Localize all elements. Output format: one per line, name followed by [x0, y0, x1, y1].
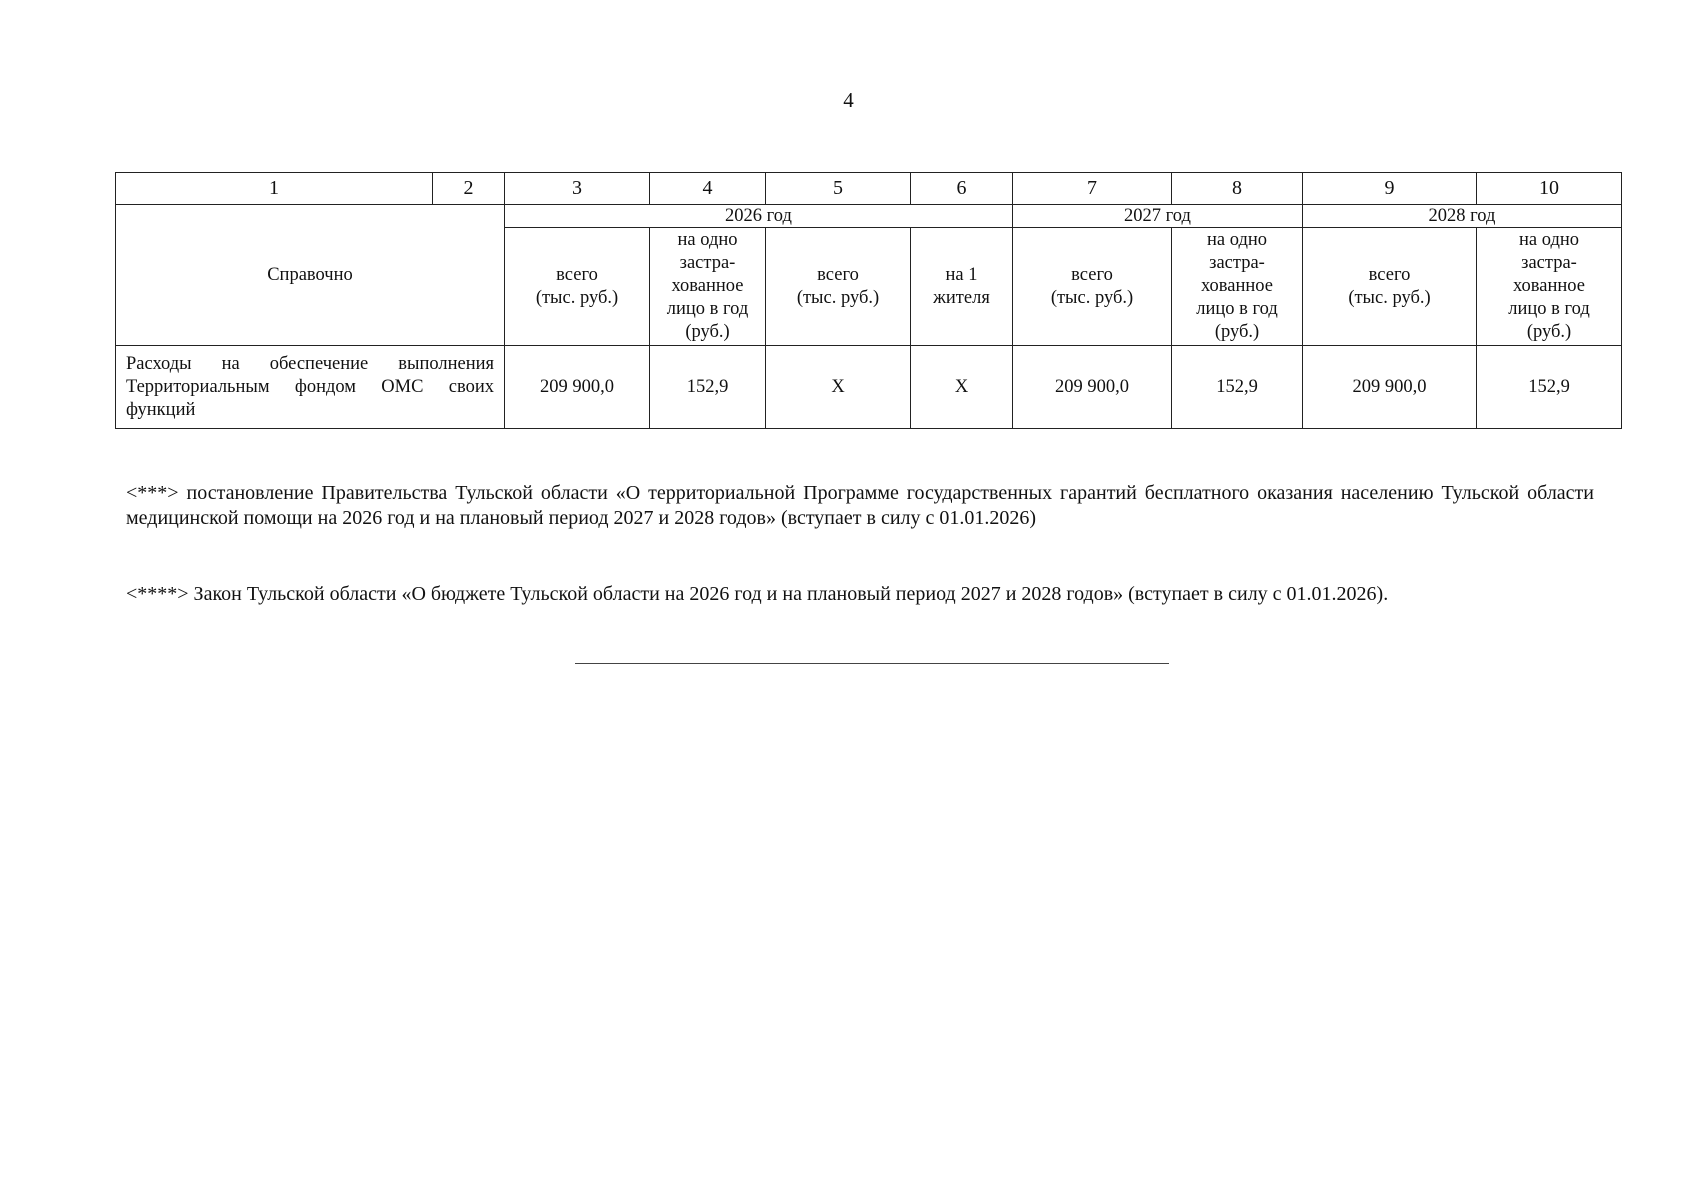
year-2026-header: 2026 год — [505, 205, 1013, 228]
column-number: 1 — [116, 173, 433, 205]
subheader-total-2027: всего (тыс. руб.) — [1013, 228, 1172, 346]
subheader-per-insured-2027: на одно застра- хованное лицо в год (руб.) — [1172, 228, 1303, 346]
table-cell: 209 900,0 — [1303, 346, 1477, 429]
footnote-budget-law: <****> Закон Тульской области «О бюджете Тульской области на 2026 год и на плановый период 2027 и 2028 годов» (вступает в силу с 01.01.2026). — [126, 583, 1389, 605]
row-header-label: Справочно — [116, 205, 505, 346]
column-number: 7 — [1013, 173, 1172, 205]
subheader-per-insured-2026: на одно застра- хованное лицо в год (руб.) — [650, 228, 766, 346]
end-separator-line — [575, 663, 1169, 664]
table-cell: Х — [911, 346, 1013, 429]
table-row — [116, 346, 1622, 429]
column-number: 4 — [650, 173, 766, 205]
year-2028-header: 2028 год — [1303, 205, 1622, 228]
column-number: 6 — [911, 173, 1013, 205]
table-cell: 152,9 — [1172, 346, 1303, 429]
table-cell: Х — [766, 346, 911, 429]
page-number: 4 — [843, 88, 854, 112]
subheader-total-2026: всего (тыс. руб.) — [505, 228, 650, 346]
subheader-per-resident-2026: на 1 жителя — [911, 228, 1013, 346]
footnote-government-decree: <***> постановление Правительства Тульской области «О территориальной Программе государственных гарантий бесплатного оказания населению Тульской области медицинской помощи на 2026 год и на плановый период 2027 и 2028 годов» (вступает в силу с 01.01.2026) — [126, 482, 1594, 529]
subheader-total-2028: всего (тыс. руб.) — [1303, 228, 1477, 346]
year-header-row — [116, 205, 1622, 228]
column-number: 5 — [766, 173, 911, 205]
table-cell: 209 900,0 — [1013, 346, 1172, 429]
row-label: Расходы на обеспечение выполнения Территориальным фондом ОМС своих функций — [116, 346, 505, 429]
column-number: 3 — [505, 173, 650, 205]
subheader-total-2026-b: всего (тыс. руб.) — [766, 228, 911, 346]
column-number: 2 — [433, 173, 505, 205]
table-cell: 152,9 — [650, 346, 766, 429]
table-cell: 152,9 — [1477, 346, 1622, 429]
column-number: 8 — [1172, 173, 1303, 205]
budget-table — [115, 172, 1622, 429]
column-number: 9 — [1303, 173, 1477, 205]
subheader-per-insured-2028: на одно застра- хованное лицо в год (руб.) — [1477, 228, 1622, 346]
table-cell: 209 900,0 — [505, 346, 650, 429]
column-number-row — [116, 173, 1622, 205]
column-number: 10 — [1477, 173, 1622, 205]
year-2027-header: 2027 год — [1013, 205, 1303, 228]
